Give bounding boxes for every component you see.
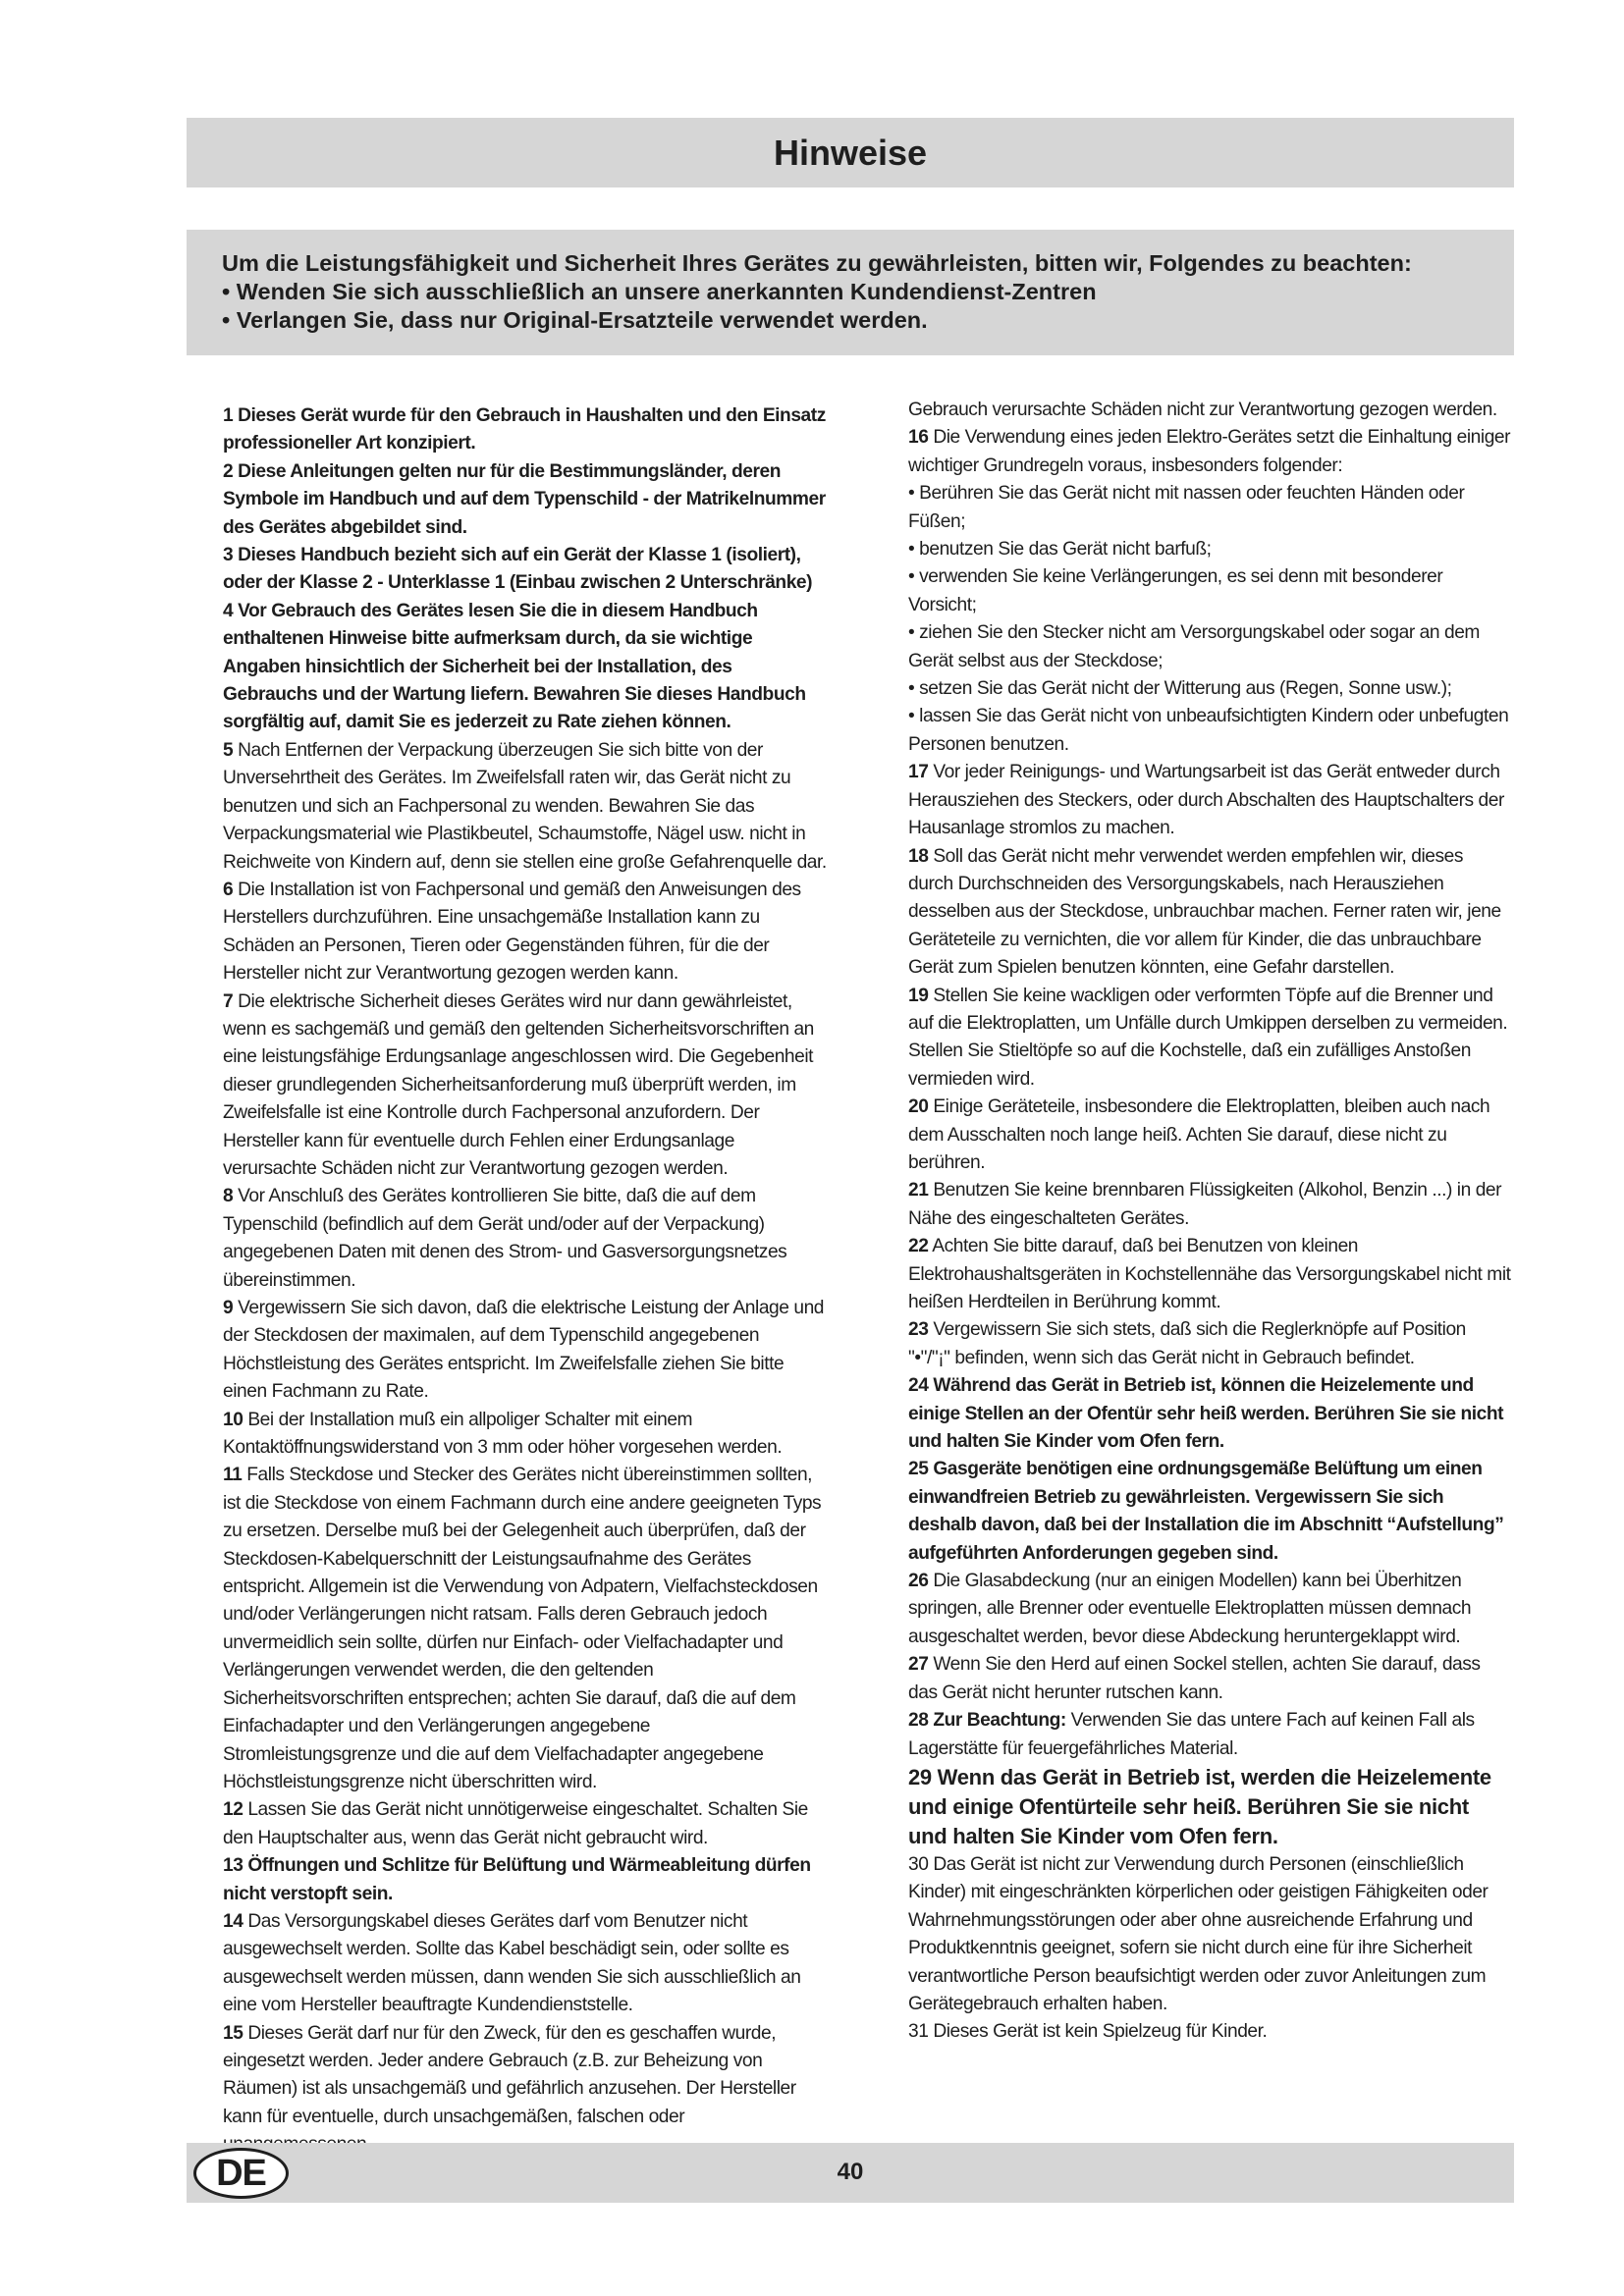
- note-text: Lassen Sie das Gerät nicht unnötigerweise eingeschaltet. Schalten Sie den Hauptschalter aus, wenn das Gerät nicht gebraucht wird.: [223, 1799, 808, 1848]
- note-number: 8: [223, 1186, 234, 1207]
- note-27: [908, 1651, 1512, 1707]
- note-number: 21: [908, 1180, 929, 1201]
- note-number: 23: [908, 1319, 929, 1341]
- note-6: [223, 877, 827, 988]
- intro-line: Um die Leistungsfähigkeit und Sicherheit Ihres Gerätes zu gewährleisten, bitten wir, Folgendes zu beachten:: [222, 250, 1412, 276]
- page-number: 40: [837, 2159, 864, 2185]
- language-badge: [193, 2148, 289, 2199]
- note-number: 9: [223, 1298, 234, 1318]
- note-number: 26: [908, 1571, 929, 1592]
- note-text: Vergewissern Sie sich stets, daß sich die Reglerknöpfe auf Position "•"/"¡" befinden, wenn sich das Gerät nicht in Gebrauch befindet.: [908, 1319, 1466, 1368]
- note-number: 15: [223, 2022, 244, 2044]
- note-5: [223, 737, 827, 877]
- note-12: [223, 1796, 827, 1852]
- note-14: [223, 1908, 827, 2020]
- footer-bar: [187, 2143, 1514, 2203]
- note-10: [223, 1407, 827, 1463]
- note-24: 24 Während das Gerät in Betrieb ist, können die Heizelemente und einige Stellen an der Ofentür sehr heiß werden. Berühren Sie sie nicht und halten Sie Kinder vom Ofen fern.: [908, 1375, 1504, 1453]
- note-text: Nach Entfernen der Verpackung überzeugen Sie sich bitte von der Unversehrtheit des Gerätes. Im Zweifelsfall raten wir, das Gerät nicht zu benutzen und sich an Fachpersonal zu wenden. Bewahren Sie das Verpackungsmaterial wie Plastikbeutel, Schaumstoffe, Nägel usw. nicht in Reichweite von Kindern auf, denn sie stellen eine große Gefahrenquelle dar.: [223, 739, 827, 873]
- note-number: 31: [908, 2021, 929, 2043]
- note-text: Falls Steckdose und Stecker des Gerätes nicht übereinstimmen sollten, ist die Steckdose von einem Fachmann durch eine andere geeigneten Typs zu ersetzen. Derselbe muß bei der Gelegenheit auch überprüfen, daß der Steckdosen-Kabelquerschnitt der Leistungsaufnahme des Gerätes entspricht. Allgemein ist die Verwendung von Adpatern, Vielfachsteckdosen und/oder Verlängerungen nicht ratsam. Falls deren Gebrauch jedoch unvermeidlich sein sollte, dürfen nur Einfach- oder Vielfachadapter und Verlängerungen verwendet werden, die den geltenden Sicherheitsvorschriften entsprechen; achten Sie darauf, daß die auf dem Einfachadapter und den Verlängerungen angegebene Stromleistungsgrenze und die auf dem Vielfachadapter angegebene Höchstleistungsgrenze nicht überschritten wird.: [223, 1465, 822, 1792]
- note-22: [908, 1233, 1512, 1316]
- note-7: [223, 988, 827, 1184]
- note-text: Stellen Sie keine wackligen oder verformten Töpfe auf die Brenner und auf die Elektroplatten, um Unfälle durch Umkippen derselben zu vermeiden. Stellen Sie Stieltöpfe so auf die Kochstelle, daß ein zufälliges Anstoßen vermieden wird.: [908, 985, 1508, 1090]
- intro-box: [187, 230, 1514, 355]
- note-29: 29 Wenn das Gerät in Betrieb ist, werden die Heizelemente und einige Ofentürteile sehr heiß. Berühren Sie sie nicht und halten Sie Kinder vom Ofen fern.: [908, 1764, 1491, 1848]
- left-column: [223, 402, 827, 2160]
- intro-bullet: • Wenden Sie sich ausschließlich an unsere anerkannten Kundendienst-Zentren: [222, 279, 1097, 304]
- note-13: 13 Öffnungen und Schlitze für Belüftung und Wärmeableitung dürfen nicht verstopft sein.: [223, 1855, 811, 1904]
- note-text: Soll das Gerät nicht mehr verwendet werden empfehlen wir, dieses durch Durchschneiden des Versorgungskabels, nach Herausziehen desselben aus der Steckdose, unbrauchbar machen. Ferner raten wir, jene Geräteteile zu vernichten, die vor allem für Kinder, die das unbrauchbare Gerät zum Spielen benutzen könnten, eine Gefahr darstellen.: [908, 845, 1501, 979]
- note-16-bullet: • setzen Sie das Gerät nicht der Witterung aus (Regen, Sonne usw.);: [908, 678, 1452, 700]
- note-1: 1 Dieses Gerät wurde für den Gebrauch in Haushalten und den Einsatz professioneller Art konzipiert.: [223, 405, 826, 454]
- note-text: Die Verwendung eines jeden Elektro-Gerätes setzt die Einhaltung einiger wichtiger Grundregeln voraus, insbesonders folgender:: [908, 427, 1511, 476]
- note-number: 12: [223, 1799, 244, 1821]
- note-4: 4 Vor Gebrauch des Gerätes lesen Sie die in diesem Handbuch enthaltenen Hinweise bitte aufmerksam durch, da sie wichtige Angaben hinsichtlich der Sicherheit bei der Installation, des Gebrauchs und der Wartung liefern. Bewahren Sie dieses Handbuch sorgfältig auf, damit Sie es jederzeit zu Rate ziehen können.: [223, 600, 806, 733]
- note-number: 14: [223, 1910, 244, 1932]
- note-text: Vor Anschluß des Gerätes kontrollieren Sie bitte, daß die auf dem Typenschild (befindlich auf dem Gerät und/oder auf der Verpackung) angegebenen Daten mit denen des Strom- und Gasversorgungsnetzes übereinstimmen.: [223, 1186, 787, 1291]
- note-text: Das Gerät ist nicht zur Verwendung durch Personen (einschließlich Kinder) mit eingeschränkten körperlichen oder geistigen Fähigkeiten oder Wahrnehmungsstörungen oder aber ohne ausreichende Erfahrung und Produktkenntnis geeignet, sofern sie nicht durch eine für ihre Sicherheit verantwortliche Person beaufsichtigt werden oder zuvor Anleitungen zum Gerätegebrauch erhalten haben.: [908, 1853, 1489, 2014]
- note-16-bullet: • verwenden Sie keine Verlängerungen, es sei denn mit besonderer Vorsicht;: [908, 566, 1443, 615]
- note-text: Die Glasabdeckung (nur an einigen Modellen) kann bei Überhitzen springen, alle Brenner oder eventuelle Elektroplatten müssen demnach ausgeschaltet werden, bevor diese Abdeckung heruntergeklappt wird.: [908, 1571, 1472, 1647]
- note-18: [908, 843, 1512, 983]
- note-number: 20: [908, 1096, 929, 1118]
- note-25: 25 Gasgeräte benötigen eine ordnungsgemäße Belüftung um einen einwandfreien Betrieb zu gewährleisten. Vergewissern Sie sich deshalb davon, daß bei der Installation die im Abschnitt “Aufstellung” aufgeführten Anforderungen gegeben sind.: [908, 1459, 1504, 1564]
- note-text: Benutzen Sie keine brennbaren Flüssigkeiten (Alkohol, Benzin ...) in der Nähe des eingeschalteten Gerätes.: [908, 1180, 1502, 1229]
- note-number: 6: [223, 879, 234, 900]
- note-number: 30: [908, 1853, 929, 1875]
- note-text: Dieses Gerät darf nur für den Zweck, für den es geschaffen wurde, eingesetzt werden. Jeder andere Gebrauch (z.B. zur Beheizung von Räumen) ist als unsachgemäß und gefährlich anzusehen. Der Hersteller kann für eventuelle, durch unsachgemäßen, falschen oder: [223, 2022, 796, 2127]
- note-16: [908, 424, 1512, 480]
- note-30: [908, 1851, 1512, 2018]
- note-number: 18: [908, 845, 929, 867]
- note-text: Die elektrische Sicherheit dieses Gerätes wird nur dann gewährleistet, wenn es sachgemäß und gemäß den geltenden Sicherheitsvorschriften an eine leistungsfähige Erdungsanlage angeschlossen wird. Die Gegebenheit dieser grundlegenden Sicherheitsanforderung muß überprüft werden, im Zweifelsfalle ist eine Kontrolle durch Fachpersonal anzufordern. Der Hersteller kann für eventuelle durch Fehlen einer Erdungsanlage verursachte Schäden nicht zur Verantwortung gezogen werden.: [223, 990, 814, 1179]
- note-number: 7: [223, 990, 234, 1012]
- note-text: Das Versorgungskabel dieses Gerätes darf vom Benutzer nicht ausgewechselt werden. Sollte das Kabel beschädigt sein, oder sollte es ausgewechselt werden müssen, dann wenden Sie sich ausschließlich an eine vom Hersteller beauftragte Kundendienststelle.: [223, 1910, 801, 2016]
- note-21: [908, 1177, 1512, 1233]
- note-text: Vor jeder Reinigungs- und Wartungsarbeit ist das Gerät entweder durch Herausziehen des Steckers, oder durch Abschalten des Hauptschalters der Hausanlage stromlos zu machen.: [908, 762, 1504, 839]
- note-3: 3 Dieses Handbuch bezieht sich auf ein Gerät der Klasse 1 (isoliert), oder der Klasse 2 - Unterklasse 1 (Einbau zwischen 2 Unterschränke): [223, 545, 813, 594]
- note-number: 27: [908, 1654, 929, 1676]
- note-8: [223, 1183, 827, 1295]
- note-text: Einige Geräteteile, insbesondere die Elektroplatten, bleiben auch nach dem Ausschalten noch lange heiß. Achten Sie darauf, diese nicht zu berühren.: [908, 1096, 1490, 1173]
- note-15-continued: Gebrauch verursachte Schäden nicht zur Verantwortung gezogen werden.: [908, 400, 1497, 420]
- note-text: Vergewissern Sie sich davon, daß die elektrische Leistung der Anlage und der Steckdosen der maximalen, auf dem Typenschild angegebenen Höchstleistung des Gerätes entspricht. Im Zweifelsfalle ziehen Sie bitte einen Fachmann zu Rate.: [223, 1298, 825, 1403]
- page-title: Hinweise: [773, 132, 928, 173]
- note-11: [223, 1462, 827, 1796]
- note-text: Die Installation ist von Fachpersonal und gemäß den Anweisungen des Herstellers durchzuführen. Eine unsachgemäße Installation kann zu Schäden an Personen, Tieren oder Gegenständen führen, für die der Hersteller nicht zur Verantwortung gezogen werden kann.: [223, 879, 801, 985]
- note-text: Bei der Installation muß ein allpoliger Schalter mit einem Kontaktöffnungswiderstand von 3 mm oder höher vorgesehen werden.: [223, 1409, 783, 1459]
- title-bar: [187, 118, 1514, 187]
- right-column: [908, 397, 1512, 2047]
- note-number: 10: [223, 1409, 244, 1430]
- note-16-bullet: • benutzen Sie das Gerät nicht barfuß;: [908, 539, 1212, 561]
- note-16-bullet: • Berühren Sie das Gerät nicht mit nassen oder feuchten Händen oder Füßen;: [908, 483, 1465, 532]
- note-9: [223, 1295, 827, 1407]
- note-17: [908, 759, 1512, 842]
- note-number: 5: [223, 739, 234, 761]
- note-text: Wenn Sie den Herd auf einen Sockel stellen, achten Sie darauf, dass das Gerät nicht herunter rutschen kann.: [908, 1654, 1481, 1703]
- note-20: [908, 1094, 1512, 1177]
- note-number: 22: [908, 1236, 929, 1257]
- language-code: DE: [216, 2152, 266, 2194]
- note-text: Achten Sie bitte darauf, daß bei Benutzen von kleinen Elektrohaushaltsgeräten in Kochstellennähe das Versorgungskabel nicht mit heißen Herdteilen in Berührung kommt.: [908, 1236, 1511, 1312]
- note-19: [908, 983, 1512, 1095]
- note-number: 16: [908, 427, 929, 449]
- note-31: [908, 2018, 1512, 2046]
- note-28: [908, 1707, 1512, 1763]
- note-text: Dieses Gerät ist kein Spielzeug für Kinder.: [928, 2021, 1268, 2043]
- intro-bullet: • Verlangen Sie, dass nur Original-Ersatzteile verwendet werden.: [222, 307, 928, 333]
- note-2: 2 Diese Anleitungen gelten nur für die Bestimmungsländer, deren Symbole im Handbuch und auf dem Typenschild - der Matrikelnummer des Gerätes abgebildet sind.: [223, 460, 826, 538]
- note-15: [223, 2020, 827, 2160]
- note-26: [908, 1568, 1512, 1651]
- note-number: 17: [908, 762, 929, 783]
- note-23: [908, 1316, 1512, 1372]
- note-16-bullet: • lassen Sie das Gerät nicht von unbeaufsichtigten Kindern oder unbefugten Personen benutzen.: [908, 706, 1509, 755]
- note-lead: 28 Zur Beachtung:: [908, 1710, 1066, 1732]
- note-text: Verwenden Sie das untere Fach auf keinen Fall als Lagerstätte für feuergefährliches Material.: [908, 1710, 1475, 1759]
- note-16-bullet: • ziehen Sie den Stecker nicht am Versorgungskabel oder sogar an dem Gerät selbst aus der Steckdose;: [908, 622, 1480, 671]
- note-number: 11: [223, 1465, 243, 1486]
- note-number: 19: [908, 985, 929, 1006]
